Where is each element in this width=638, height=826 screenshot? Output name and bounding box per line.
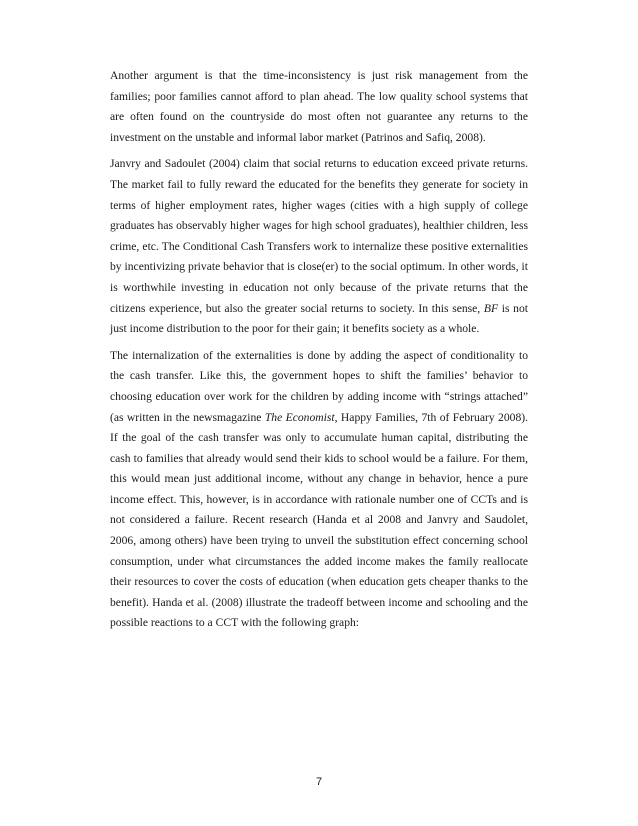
paragraph-1-text: Another argument is that the time-inconsistency is just risk management from the families; poor families cannot afford to plan ahead. The low quality school systems that are often found on the countryside do most often not guarantee any returns to the investment on the unstable and informal labor market (Patrinos and Safiq, 2008). <box>110 69 528 144</box>
paragraph-3-text-a: The internalization of the externalities is done by adding the aspect of conditionality to the cash transfer. Like this, the government hopes to shift the families’ behavior to choosing education over work for the children by adding income with “strings attached” (as written in the newsmagazine <box>110 348 528 424</box>
paragraph-3 <box>110 346 528 634</box>
paragraph-3-italic-economist: The Economist, <box>264 410 338 424</box>
paragraph-2-text-b: is not just income distribution to the poor for their gain; it benefits society as a whole. <box>110 301 528 336</box>
paragraph-2-text-a: Janvry and Sadoulet (2004) claim that social returns to education exceed private returns. The market fail to fully reward the educated for the benefits they generate for society in terms of higher employment rates, higher wages (cities with a high supply of college graduates has observably higher wages for high school graduates), healthier children, less crime, etc. The Conditional Cash Transfers work to internalize these positive externalities by incentivizing private behavior that is close(er) to the social optimum. In other words, it is worthwhile investing in education not only because of the private returns that the citizens experience, but also the greater social returns to society. In this sense, <box>110 157 528 315</box>
paragraph-2 <box>110 154 528 339</box>
paragraph-2-italic-bf: BF <box>483 301 499 315</box>
page-number: 7 <box>315 776 323 788</box>
paragraph-1 <box>110 66 528 148</box>
document-body <box>110 66 528 640</box>
paragraph-3-text-b: Happy Families, 7th of February 2008). If the goal of the cash transfer was only to accumulate human capital, distributing the cash to families that already would send their kids to school would be a failure. For them, this would mean just additional income, without any change in behavior, hence a pure income effect. This, however, is in accordance with rationale number one of CCTs and is not considered a failure. Recent research (Handa et al 2008 and Janvry and Saudolet, 2006, among others) have been trying to unveil the substitution effect concerning school consumption, under what circumstances the added income makes the family reallocate their resources to cover the costs of education (when education gets cheaper thanks to the benefit). Handa et al. (2008) illustrate the tradeoff between income and schooling and the possible reactions to a CCT with the following graph: <box>110 410 529 630</box>
